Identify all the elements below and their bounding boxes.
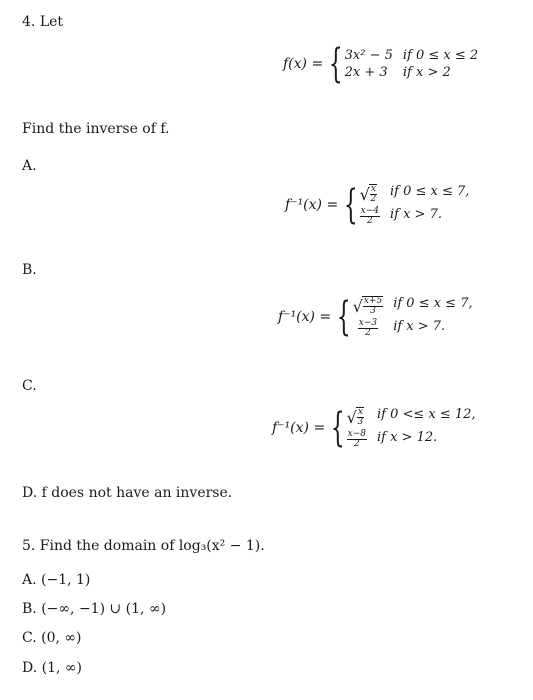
frac-denominator: 2 xyxy=(353,439,360,450)
frac-numerator: x−3 xyxy=(358,317,378,328)
option-a-cond-1: if 0 ≤ x ≤ 7, xyxy=(389,184,470,199)
option-b-formula xyxy=(278,296,473,339)
q5-option-d[interactable]: D. (1, ∞) xyxy=(22,660,83,676)
frac-numerator: x−8 xyxy=(347,428,366,439)
q5-option-b[interactable]: B. (−∞, −1) ∪ (1, ∞) xyxy=(22,601,167,617)
option-c-formula xyxy=(272,407,476,450)
frac-denominator: 2 xyxy=(366,216,373,227)
left-brace: { xyxy=(328,41,343,87)
question-4-prompt: Find the inverse of f. xyxy=(22,121,170,137)
option-b-lhs: f⁻¹(x) = xyxy=(278,309,332,326)
fraction xyxy=(360,207,380,227)
rad-numerator: x+5 xyxy=(363,296,383,306)
case-1-condition: if 0 ≤ x ≤ 2 xyxy=(402,48,479,63)
definition-cases xyxy=(345,48,479,80)
option-c-label[interactable]: C. xyxy=(22,378,37,394)
option-a-cond-2: if x > 7. xyxy=(389,206,442,222)
fraction xyxy=(347,430,367,450)
option-b-cases xyxy=(353,296,473,339)
option-a-label[interactable]: A. xyxy=(22,158,37,174)
frac-denominator: 2 xyxy=(365,328,371,339)
option-c-cond-1: if 0 <≤ x ≤ 12, xyxy=(376,407,476,422)
option-c-cases xyxy=(347,407,476,450)
square-root xyxy=(360,184,380,205)
definition-lhs: f(x) = xyxy=(283,56,324,72)
option-c-cond-2: if x > 12. xyxy=(376,429,438,445)
rad-denominator: 2 xyxy=(370,194,377,205)
q5-option-c[interactable]: C. (0, ∞) xyxy=(22,630,82,646)
option-b-cond-1: if 0 ≤ x ≤ 7, xyxy=(393,296,473,311)
rad-denominator: 3 xyxy=(370,306,376,317)
option-c-lhs: f⁻¹(x) = xyxy=(272,420,326,437)
fraction xyxy=(353,319,384,339)
option-a-lhs: f⁻¹(x) = xyxy=(285,197,339,214)
left-brace: { xyxy=(343,182,358,229)
square-root xyxy=(347,407,367,428)
question-5-prompt: 5. Find the domain of log₃(x² − 1). xyxy=(22,538,265,554)
case-2-expression: 2x + 3 xyxy=(344,65,388,80)
radical-sign: √ xyxy=(352,296,363,316)
rad-denominator: 3 xyxy=(357,417,364,428)
case-1-expression: 3x² − 5 xyxy=(344,48,393,63)
option-a-cases xyxy=(360,184,470,227)
question-let: Let xyxy=(39,14,64,30)
case-2-condition: if x > 2 xyxy=(402,65,451,80)
left-brace: { xyxy=(330,405,345,452)
option-b-cond-2: if x > 7. xyxy=(393,318,446,334)
square-root xyxy=(353,296,384,317)
function-definition xyxy=(283,41,479,87)
left-brace: { xyxy=(336,294,351,341)
option-a-formula xyxy=(285,184,469,227)
question-number: 4. xyxy=(22,14,36,30)
radical-sign: √ xyxy=(346,407,357,427)
option-d-label[interactable]: D. f does not have an inverse. xyxy=(22,485,233,501)
question-4-heading xyxy=(22,14,63,30)
rad-numerator: x xyxy=(357,407,363,417)
rad-numerator: x xyxy=(370,184,376,194)
frac-numerator: x−4 xyxy=(360,205,379,216)
q5-option-a[interactable]: A. (−1, 1) xyxy=(22,572,91,588)
option-b-label[interactable]: B. xyxy=(22,262,37,278)
radical-sign: √ xyxy=(359,184,370,204)
